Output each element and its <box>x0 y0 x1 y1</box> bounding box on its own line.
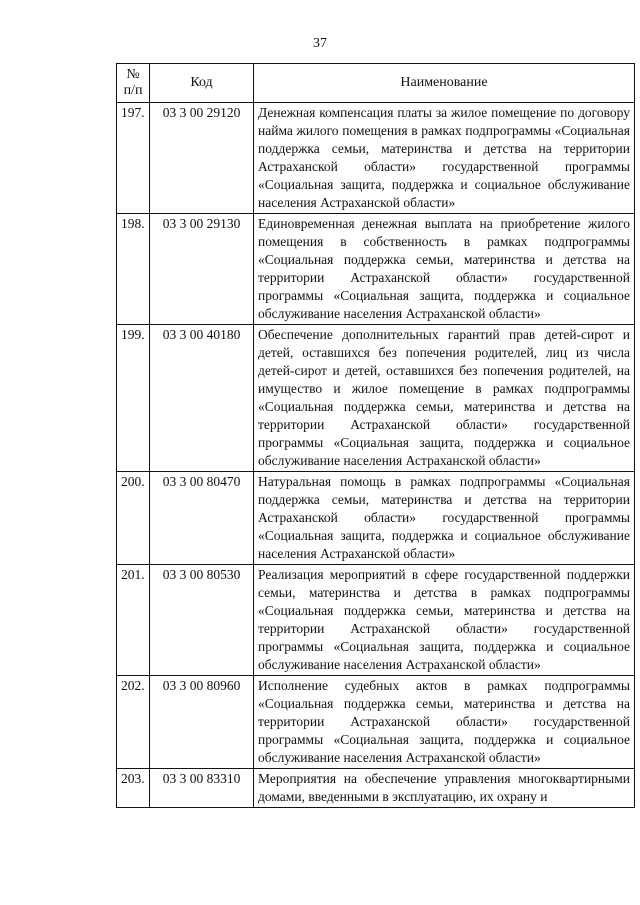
table-row <box>117 565 635 676</box>
row-number: 198. <box>117 214 150 325</box>
row-number: 199. <box>117 325 150 472</box>
table-row <box>117 676 635 769</box>
table-row <box>117 325 635 472</box>
row-code: 03 3 00 83310 <box>150 769 254 808</box>
header-code: Код <box>150 64 254 103</box>
header-num <box>117 64 150 103</box>
table-row <box>117 769 635 808</box>
table-body <box>117 103 635 808</box>
row-name: Натуральная помощь в рамках подпрограммы «Социальная поддержка семьи, материнства и детства на территории Астраханской области» государственной программы «Социальная защита, поддержка и социальное обслуживание населения Астраханской области» <box>254 472 635 565</box>
row-number: 202. <box>117 676 150 769</box>
row-number: 197. <box>117 103 150 214</box>
row-code: 03 3 00 80470 <box>150 472 254 565</box>
row-code: 03 3 00 80530 <box>150 565 254 676</box>
table-header <box>117 64 635 103</box>
row-name: Единовременная денежная выплата на приобретение жилого помещения в собственность в рамках подпрограммы «Социальная поддержка семьи, материнства и детства на территории Астраханской области» государственной программы «Социальная защита, поддержка и социальное обслуживание населения Астраханской области» <box>254 214 635 325</box>
row-code: 03 3 00 40180 <box>150 325 254 472</box>
row-name: Мероприятия на обеспечение управления многоквартирными домами, введенными в эксплуатацию, их охрану и <box>254 769 635 808</box>
row-name: Исполнение судебных актов в рамках подпрограммы «Социальная поддержка семьи, материнства и детства на территории Астраханской области» государственной программы «Социальная защита, поддержка и социальное обслуживание населения Астраханской области» <box>254 676 635 769</box>
table-row <box>117 472 635 565</box>
page-number: 37 <box>313 36 327 51</box>
header-num-line2: п/п <box>123 83 143 98</box>
row-name: Денежная компенсация платы за жилое помещение по договору найма жилого помещения в рамках подпрограммы «Социальная поддержка семьи, материнства и детства на территории Астраханской области» государственной программы «Социальная защита, поддержка и социальное обслуживание населения Астраханской области» <box>254 103 635 214</box>
budget-codes-table <box>116 63 635 808</box>
header-name: Наименование <box>254 64 635 103</box>
row-code: 03 3 00 29120 <box>150 103 254 214</box>
row-number: 203. <box>117 769 150 808</box>
row-code: 03 3 00 80960 <box>150 676 254 769</box>
row-name: Реализация мероприятий в сфере государственной поддержки семьи, материнства и детства в рамках подпрограммы «Социальная поддержка семьи, материнства и детства на территории Астраханской области» государственной программы «Социальная защита, поддержка и социальное обслуживание населения Астраханской области» <box>254 565 635 676</box>
row-code: 03 3 00 29130 <box>150 214 254 325</box>
header-num-line1: № <box>126 67 140 82</box>
table-row <box>117 103 635 214</box>
row-number: 201. <box>117 565 150 676</box>
row-name: Обеспечение дополнительных гарантий прав детей-сирот и детей, оставшихся без попечения родителей, лиц из числа детей-сирот и детей, оставшихся без попечения родителей, на имущество и жилое помещение в рамках подпрограммы «Социальная поддержка семьи, материнства и детства на территории Астраханской области» государственной программы «Социальная защита, поддержка и социальное обслуживание населения Астраханской области» <box>254 325 635 472</box>
table-row <box>117 214 635 325</box>
row-number: 200. <box>117 472 150 565</box>
